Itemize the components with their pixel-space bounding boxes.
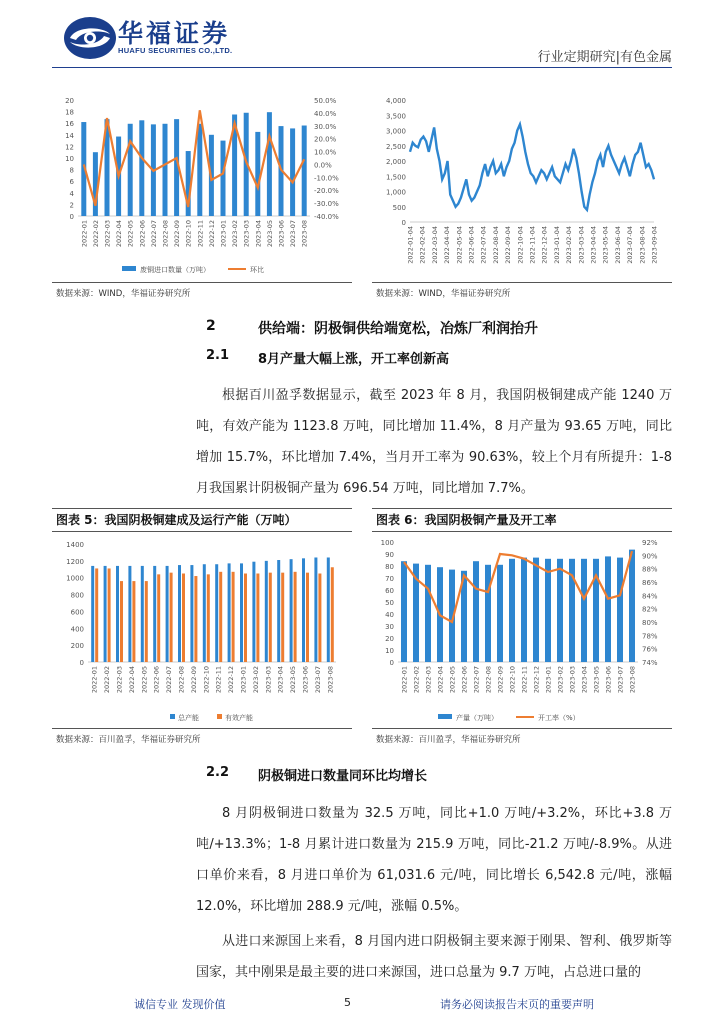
y-tick-label: 8 — [69, 166, 74, 175]
y-tick-label: 10 — [385, 647, 394, 655]
x-tick-label: 2022-08 — [484, 666, 493, 694]
y2-tick-label: -30.0% — [314, 200, 339, 209]
y2-tick-label: 10.0% — [314, 148, 337, 157]
y2-tick-label: -10.0% — [314, 174, 339, 183]
x-tick-label: 2022-06 — [460, 666, 469, 694]
figure-source: 数据来源：WIND，华福证券研究所 — [376, 289, 511, 299]
bar — [302, 126, 307, 216]
y-tick-label: 2 — [69, 201, 74, 210]
figure-rule — [52, 508, 352, 509]
figure-source: 数据来源：百川盈孚，华福证券研究所 — [56, 735, 201, 745]
y-tick-label: 600 — [70, 608, 84, 617]
y2-tick-label: 30.0% — [314, 122, 337, 131]
bar — [290, 559, 293, 662]
x-tick-label: 2023-06 — [301, 666, 310, 694]
y-tick-label: 800 — [70, 591, 84, 600]
x-tick-label: 2023-07 — [313, 666, 322, 694]
x-tick-label: 2022-11 — [520, 666, 529, 694]
series-line — [410, 124, 654, 209]
bar — [178, 565, 181, 662]
y-tick-label: 0 — [69, 213, 74, 221]
x-tick-label: 2023-05 — [265, 220, 274, 248]
x-tick-label: 2022-11-04 — [528, 226, 537, 264]
bar — [232, 572, 235, 662]
bar — [557, 559, 563, 662]
figure-rule — [52, 728, 352, 729]
bar — [290, 128, 295, 216]
company-logo — [62, 14, 118, 62]
x-tick-label: 2022-11 — [214, 666, 223, 694]
bar — [509, 559, 515, 662]
x-tick-label: 2023-07 — [616, 666, 625, 694]
bar — [252, 562, 255, 662]
y2-tick-label: 88% — [642, 565, 658, 574]
figure-title: 图表 6：我国阴极铜产量及开工率 — [376, 513, 557, 527]
price-line-chart — [370, 88, 670, 278]
page-number: 5 — [344, 996, 351, 1009]
legend-label: 总产能 — [178, 714, 199, 722]
bar — [302, 558, 305, 662]
bar — [128, 124, 133, 216]
legend-label: 产量（万吨） — [456, 714, 498, 722]
x-tick-label: 2023-04 — [580, 666, 589, 694]
x-tick-label: 2023-06 — [604, 666, 613, 694]
figure-rule — [52, 282, 352, 283]
bar — [267, 112, 272, 216]
y-tick-label: 80 — [385, 563, 394, 571]
x-tick-label: 2022-07 — [472, 666, 481, 694]
y-tick-label: 14 — [65, 131, 74, 140]
bar — [277, 560, 280, 662]
x-tick-label: 2022-02 — [103, 666, 112, 694]
y2-tick-label: 40.0% — [314, 109, 337, 118]
x-tick-label: 2022-02-04 — [418, 226, 427, 264]
x-tick-label: 2022-08 — [161, 220, 170, 248]
bar — [116, 566, 119, 662]
legend-swatch — [170, 714, 175, 719]
figure-rule — [52, 531, 352, 532]
subsection-number: 2.2 — [206, 765, 230, 780]
section-title: 供给端：阴极铜供给端宽松，冶炼厂利润抬升 — [258, 321, 538, 337]
y-tick-label: 18 — [65, 108, 74, 117]
x-tick-label: 2023-02 — [251, 666, 260, 694]
x-tick-label: 2022-05 — [126, 220, 135, 248]
capacity-bar-chart — [52, 536, 352, 726]
figure-title: 图表 5：我国阴极铜建成及运行产能（万吨） — [56, 513, 297, 527]
bar — [294, 572, 297, 662]
y-tick-label: 40 — [385, 611, 394, 619]
production-rate-chart — [370, 536, 672, 726]
subsection-number: 2.1 — [206, 348, 230, 363]
bar — [617, 558, 623, 662]
y-tick-label: 200 — [70, 642, 84, 651]
report-type: 行业定期研究|有色金属 — [537, 50, 672, 65]
x-tick-label: 2022-01 — [400, 666, 409, 694]
y2-tick-label: -20.0% — [314, 187, 339, 196]
x-tick-label: 2023-06-04 — [613, 226, 622, 264]
y2-tick-label: 86% — [642, 579, 658, 587]
bar — [163, 124, 168, 216]
y-tick-label: 20 — [65, 97, 74, 105]
y-tick-label: 100 — [380, 539, 394, 547]
bar — [145, 581, 148, 662]
y-tick-label: 1400 — [66, 541, 84, 549]
y2-tick-label: 90% — [642, 552, 658, 561]
brand-name-cn: 华福证券 — [118, 19, 231, 48]
x-tick-label: 2023-08 — [628, 666, 637, 694]
subsection-title: 阴极铜进口数量同环比均增长 — [258, 769, 428, 784]
bar — [207, 574, 210, 662]
y2-tick-label: -40.0% — [314, 213, 339, 221]
bar — [203, 564, 206, 662]
bar — [190, 565, 193, 662]
bar — [401, 561, 407, 662]
x-tick-label: 2023-02 — [556, 666, 565, 694]
bar — [327, 557, 330, 662]
x-tick-label: 2022-08 — [177, 666, 186, 694]
section-number: 2 — [206, 318, 216, 334]
x-tick-label: 2023-05-04 — [601, 226, 610, 264]
bar — [269, 573, 272, 662]
x-tick-label: 2022-12 — [227, 666, 236, 694]
x-tick-label: 2022-09 — [496, 666, 505, 694]
x-tick-label: 2022-10-04 — [516, 226, 525, 264]
figure-rule — [372, 282, 672, 283]
x-tick-label: 2022-06 — [138, 220, 147, 248]
y-tick-label: 1,500 — [385, 173, 406, 182]
y2-tick-label: 50.0% — [314, 97, 337, 105]
bar — [521, 558, 527, 662]
bar — [485, 565, 491, 662]
x-tick-label: 2023-04 — [276, 666, 285, 694]
x-tick-label: 2023-03 — [242, 220, 251, 248]
bar — [170, 573, 173, 662]
x-tick-label: 2022-09 — [189, 666, 198, 694]
figure-rule — [372, 728, 672, 729]
x-tick-label: 2023-01 — [219, 220, 228, 248]
x-tick-label: 2022-12 — [532, 666, 541, 694]
header-rule — [52, 67, 672, 68]
legend-swatch — [438, 714, 452, 719]
x-tick-label: 2023-08 — [300, 220, 309, 248]
bar — [141, 566, 144, 662]
bar — [331, 567, 334, 662]
y-tick-label: 400 — [70, 625, 84, 634]
x-tick-label: 2022-06-04 — [467, 226, 476, 264]
x-tick-label: 2023-09-04 — [650, 226, 659, 264]
y-tick-label: 1,000 — [385, 188, 406, 197]
y2-tick-label: 20.0% — [314, 135, 337, 144]
y2-tick-label: 74% — [642, 659, 658, 667]
y-tick-label: 60 — [385, 587, 394, 595]
bar — [244, 574, 247, 663]
bar — [545, 559, 551, 662]
scrap-copper-import-chart — [52, 88, 352, 278]
x-tick-label: 2022-02 — [91, 220, 100, 248]
y-tick-label: 4 — [69, 189, 74, 198]
x-tick-label: 2022-09-04 — [504, 226, 513, 264]
paragraph-text: 8 月阴极铜进口数量为 32.5 万吨，同比+1.0 万吨/+3.2%，环比+3.8 万吨/+13.3%；1-8 月累计进口数量为 215.9 万吨，同比-21.2 万吨/-8.9%。从进口单价来看，8 月进口单价为 61,031.6 元/吨，同比增长 6,542.8 元/吨，涨幅 12.0%，环比增加 288.9 元/吨，涨幅 0.5%。 — [196, 806, 672, 914]
footer-disclaimer: 请务必阅读报告末页的重要声明 — [440, 998, 594, 1011]
x-tick-label: 2022-03 — [115, 666, 124, 694]
y2-tick-label: 76% — [642, 645, 658, 654]
y-tick-label: 2,500 — [385, 142, 406, 151]
bar — [473, 561, 479, 662]
y2-tick-label: 0.0% — [314, 161, 332, 170]
y-tick-label: 0 — [401, 219, 406, 227]
y-tick-label: 90 — [385, 551, 394, 559]
bar — [265, 561, 268, 662]
x-tick-label: 2022-10 — [202, 666, 211, 694]
bar — [221, 141, 226, 216]
bar — [182, 574, 185, 663]
paragraph-text: 根据百川盈孚数据显示，截至 2023 年 8 月，我国阴极铜建成产能 1240 万吨，有效产能为 1123.8 万吨，同比增加 11.4%，8 月产量为 93.65 万吨，同比增加 15.7%，环比增加 7.4%，当月开工率为 90.63%，较上个月有所提升：1-8 月我国累计阴极铜产量为 696.54 万吨，同比增加 7.7%。 — [196, 388, 672, 496]
y-tick-label: 12 — [65, 143, 74, 152]
legend-label: 开工率（%） — [538, 714, 580, 722]
x-tick-label: 2022-01 — [90, 666, 99, 694]
x-tick-label: 2023-05 — [289, 666, 298, 694]
bar — [194, 576, 197, 662]
bar — [581, 559, 587, 662]
x-tick-label: 2022-07-04 — [479, 226, 488, 264]
x-tick-label: 2022-07 — [165, 666, 174, 694]
legend-label: 废铜进口数量（万吨） — [140, 266, 210, 274]
bar — [197, 124, 202, 216]
x-tick-label: 2023-02-04 — [565, 226, 574, 264]
y-tick-label: 2,000 — [385, 158, 406, 166]
x-tick-label: 2023-01 — [239, 666, 248, 694]
bar — [281, 573, 284, 662]
x-tick-label: 2022-12-04 — [540, 226, 549, 264]
x-tick-label: 2022-05 — [448, 666, 457, 694]
y-tick-label: 500 — [392, 203, 406, 212]
x-tick-label: 2023-01 — [544, 666, 553, 694]
x-tick-label: 2022-07 — [149, 220, 158, 248]
x-tick-label: 2022-01 — [80, 220, 89, 248]
x-tick-label: 2022-06 — [152, 666, 161, 694]
bar — [215, 564, 218, 662]
bar — [104, 566, 107, 662]
y-tick-label: 0 — [79, 659, 84, 667]
bar — [318, 574, 321, 663]
x-tick-label: 2022-11 — [196, 220, 205, 248]
y-tick-label: 1000 — [66, 574, 84, 583]
y-tick-label: 4,000 — [385, 97, 406, 105]
bar — [128, 566, 131, 662]
paragraph-text: 从进口来源国上来看，8 月国内进口阴极铜主要来源于刚果、智利、俄罗斯等国家，其中刚果是最主要的进口来源国，进口总量为 9.7 万吨，占总进口量的 — [196, 934, 672, 980]
figure-source: 数据来源：百川盈孚，华福证券研究所 — [376, 735, 521, 745]
y2-tick-label: 82% — [642, 605, 658, 614]
y2-tick-label: 84% — [642, 592, 658, 601]
bar — [497, 565, 503, 662]
bar — [139, 120, 144, 216]
y2-tick-label: 92% — [642, 539, 658, 547]
y-tick-label: 16 — [65, 120, 74, 129]
y-tick-label: 6 — [69, 178, 74, 187]
x-tick-label: 2023-03-04 — [577, 226, 586, 264]
x-tick-label: 2022-10 — [184, 220, 193, 248]
x-tick-label: 2022-09 — [173, 220, 182, 248]
legend-swatch — [217, 714, 222, 719]
body-paragraph — [196, 798, 672, 922]
bar — [166, 566, 169, 662]
bar — [153, 566, 156, 662]
body-paragraph — [196, 926, 672, 988]
figure-rule — [372, 508, 672, 509]
y-tick-label: 3,500 — [385, 112, 406, 121]
bar — [255, 132, 260, 216]
x-tick-label: 2022-10 — [508, 666, 517, 694]
x-tick-label: 2022-08-04 — [491, 226, 500, 264]
x-tick-label: 2023-02 — [231, 220, 240, 248]
x-tick-label: 2023-03 — [264, 666, 273, 694]
bar — [605, 556, 611, 662]
y-tick-label: 3,000 — [385, 127, 406, 136]
x-tick-label: 2023-01-04 — [552, 226, 561, 264]
subsection-title: 8月产量大幅上涨，开工率创新高 — [258, 352, 450, 367]
bar — [219, 572, 222, 662]
x-tick-label: 2023-04 — [254, 220, 263, 248]
bar — [425, 565, 431, 662]
y-tick-label: 1200 — [66, 557, 84, 566]
legend-swatch — [122, 266, 136, 271]
bar — [95, 568, 98, 662]
x-tick-label: 2022-03-04 — [430, 226, 439, 264]
legend-label: 环比 — [250, 266, 264, 274]
x-tick-label: 2022-05 — [140, 666, 149, 694]
footer-slogan: 诚信专业 发现价值 — [134, 998, 226, 1011]
bar — [157, 574, 160, 662]
x-tick-label: 2022-03 — [424, 666, 433, 694]
y2-tick-label: 80% — [642, 619, 658, 627]
y-tick-label: 70 — [385, 575, 394, 583]
x-tick-label: 2022-12 — [207, 220, 216, 248]
x-tick-label: 2023-03 — [568, 666, 577, 694]
x-tick-label: 2022-04 — [127, 666, 136, 694]
y-tick-label: 20 — [385, 635, 394, 643]
bar — [533, 558, 539, 662]
x-tick-label: 2022-04-04 — [443, 226, 452, 264]
bar — [240, 563, 243, 662]
x-tick-label: 2023-07-04 — [626, 226, 635, 264]
x-tick-label: 2023-08 — [326, 666, 335, 694]
bar — [132, 581, 135, 662]
bar — [228, 563, 231, 662]
bar — [629, 550, 635, 662]
x-tick-label: 2022-04 — [115, 220, 124, 248]
bar — [108, 568, 111, 662]
y-tick-label: 10 — [65, 155, 74, 163]
x-tick-label: 2022-05-04 — [455, 226, 464, 264]
bar — [120, 581, 123, 662]
bar — [314, 557, 317, 662]
body-paragraph — [196, 380, 672, 504]
figure-source: 数据来源：WIND，华福证券研究所 — [56, 289, 191, 299]
x-tick-label: 2022-03 — [103, 220, 112, 248]
x-tick-label: 2023-07 — [289, 220, 298, 248]
x-tick-label: 2022-01-04 — [406, 226, 415, 264]
bar — [306, 573, 309, 662]
y-tick-label: 0 — [389, 659, 394, 667]
brand-name-en: HUAFU SECURITIES CO.,LTD. — [118, 46, 233, 55]
x-tick-label: 2023-05 — [592, 666, 601, 694]
x-tick-label: 2022-04 — [436, 666, 445, 694]
y-tick-label: 50 — [385, 599, 394, 607]
x-tick-label: 2022-02 — [412, 666, 421, 694]
y2-tick-label: 78% — [642, 632, 658, 641]
bar — [256, 574, 259, 663]
x-tick-label: 2023-06 — [277, 220, 286, 248]
x-tick-label: 2023-08-04 — [638, 226, 647, 264]
y-tick-label: 30 — [385, 623, 394, 631]
x-tick-label: 2023-04-04 — [589, 226, 598, 264]
legend-label: 有效产能 — [225, 714, 253, 722]
figure-rule — [372, 531, 672, 532]
bar — [91, 566, 94, 662]
